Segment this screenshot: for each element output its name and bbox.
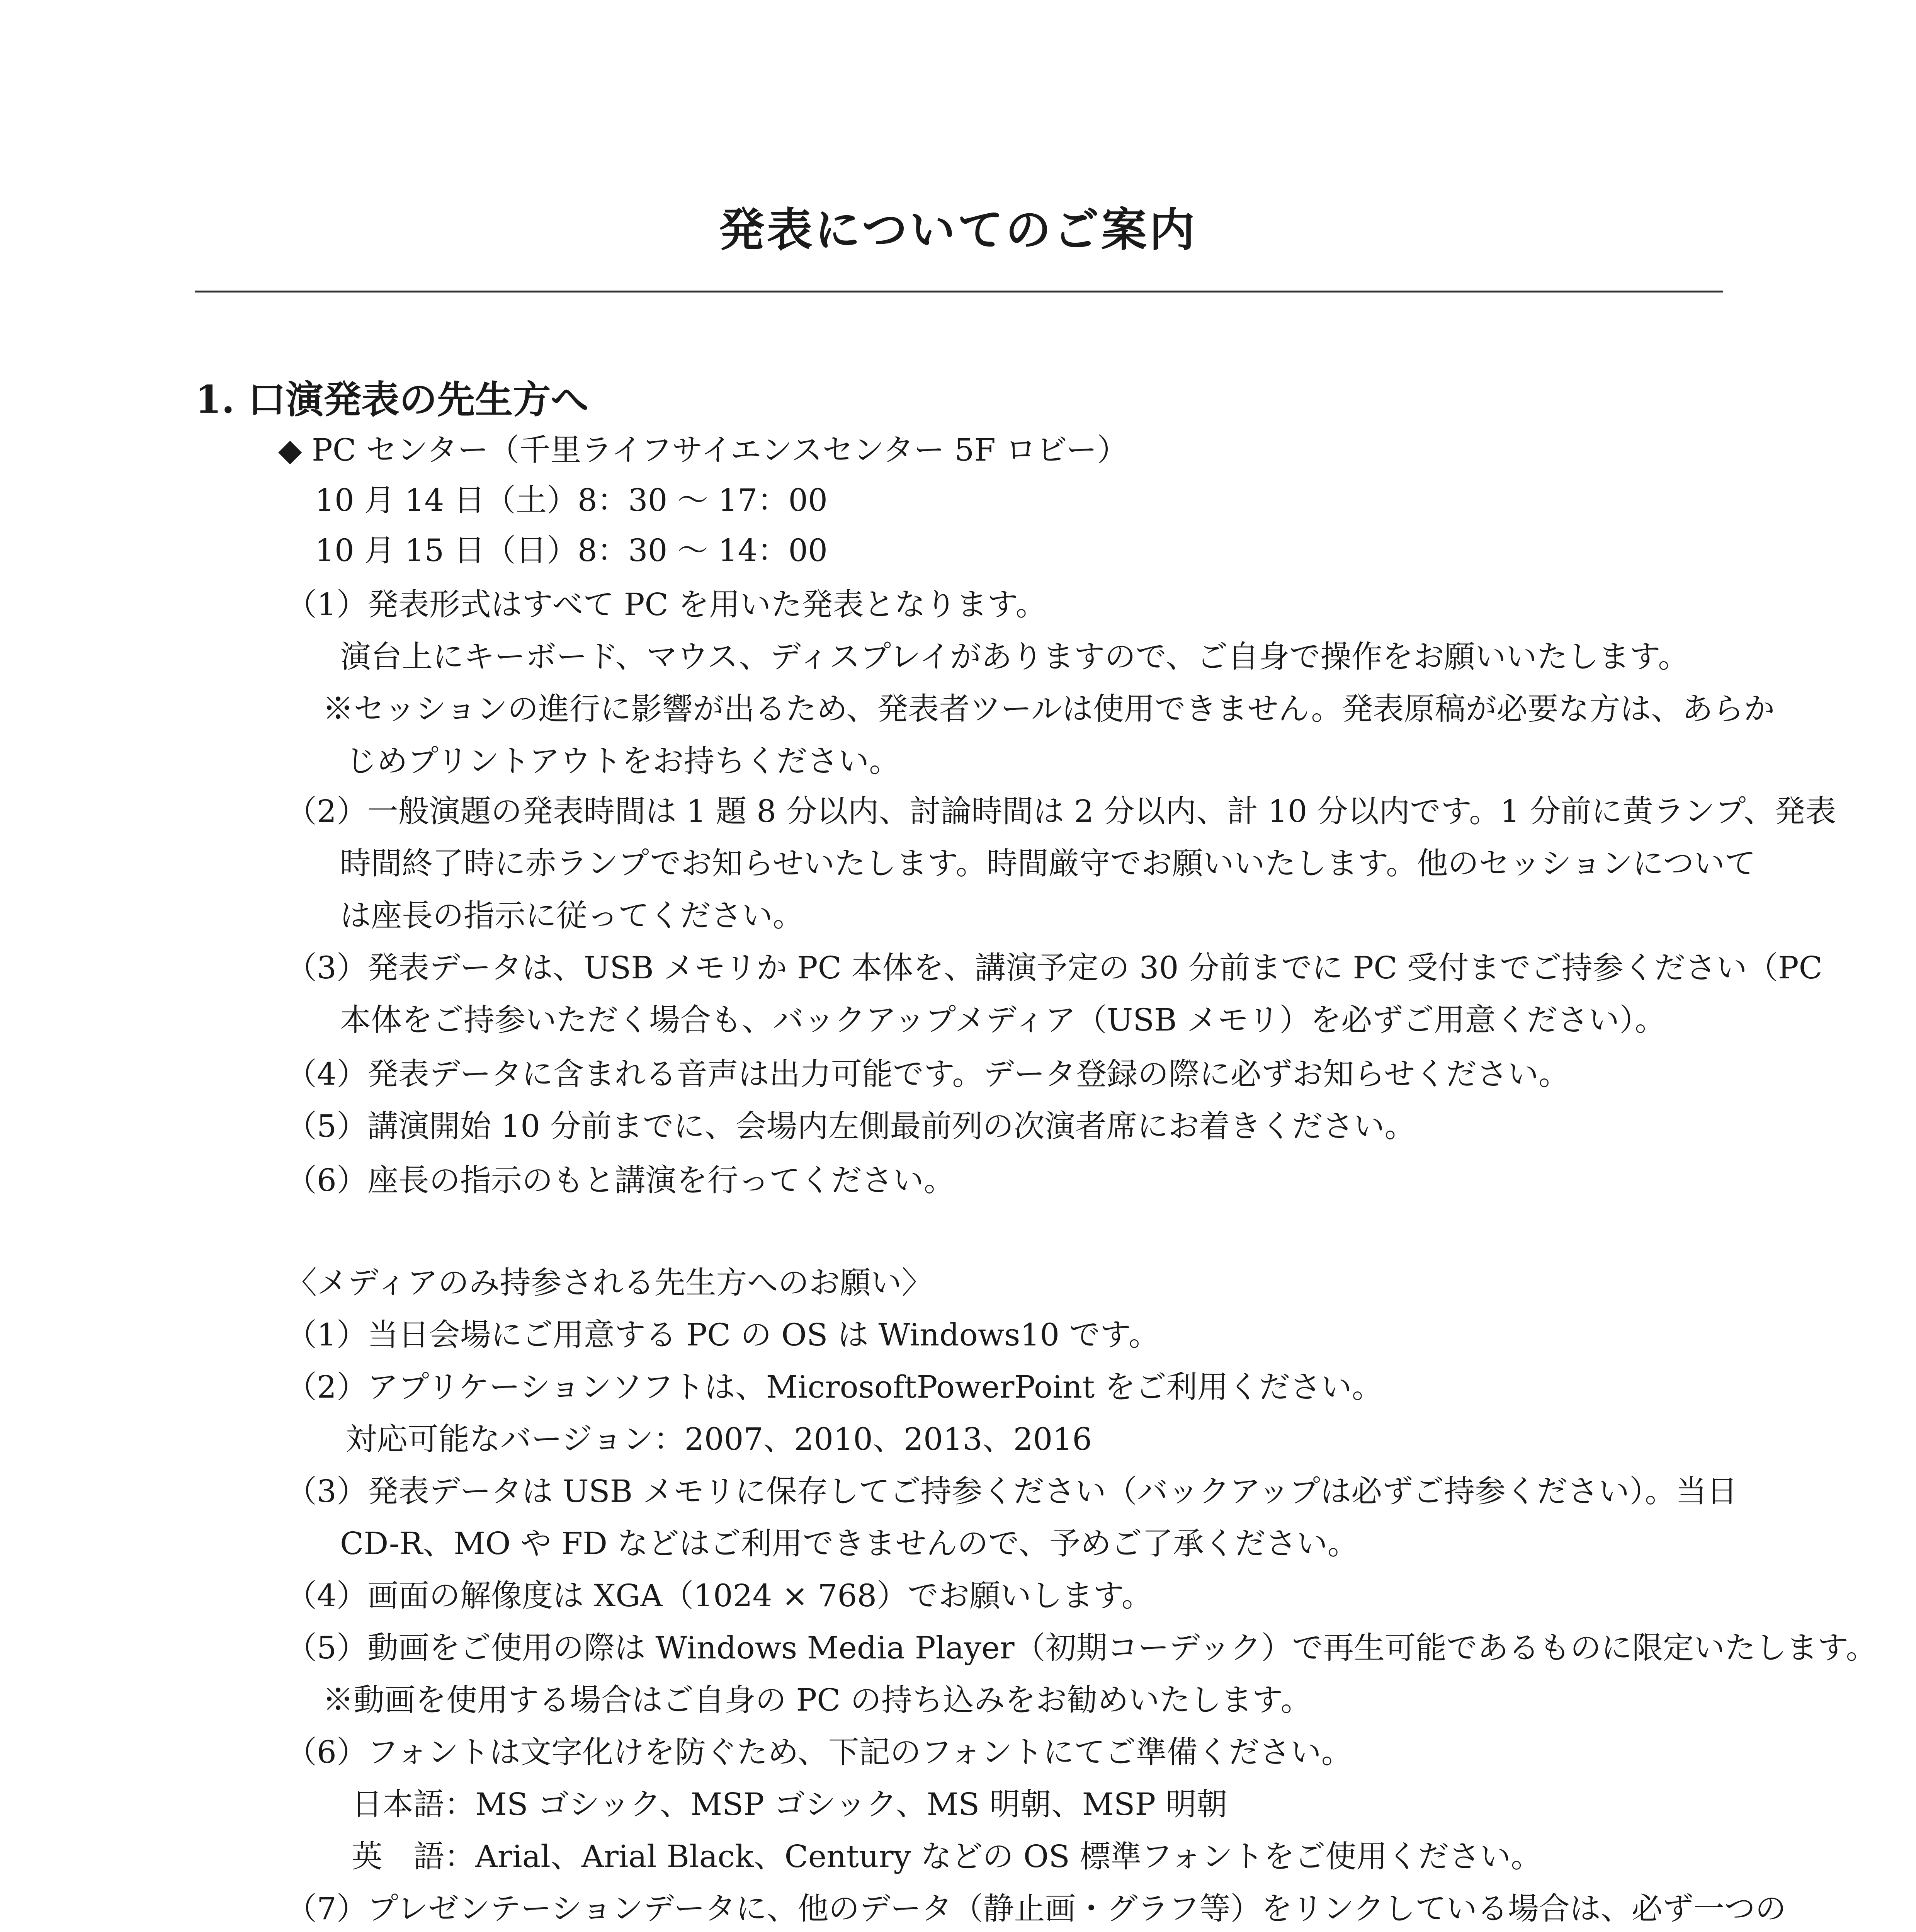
list-item: （6）フォントは文字化けを防ぐため、下記のフォントにてご準備ください。: [286, 1734, 1352, 1770]
list-item: 時間終了時に赤ランプでお知らせいたします。時間厳守でお願いいたします。他のセッションについて: [340, 845, 1756, 881]
note-text: ※セッションの進行に影響が出るため、発表者ツールは使用できません。発表原稿が必要な方は、あらか: [323, 691, 1775, 727]
list-item: （3）発表データは、USB メモリか PC 本体を、講演予定の 30 分前までに PC 受付までご持参ください（PC: [286, 950, 1822, 986]
list-item: （2）アプリケーションソフトは、MicrosoftPowerPoint をご利用ください。: [286, 1369, 1383, 1405]
pc-center-location: ◆ PC センター（千里ライフサイエンスセンター 5F ロビー）: [278, 432, 1128, 468]
list-item: は座長の指示に従ってください。: [340, 898, 804, 934]
list-item: （4）発表データに含まれる音声は出力可能です。データ登録の際に必ずお知らせください。: [286, 1056, 1570, 1092]
section-heading-oral: 1. 口演発表の先生方へ: [195, 378, 589, 422]
top-divider: [195, 291, 1723, 293]
list-item: 演台上にキーボード、マウス、ディスプレイがありますので、ご自身で操作をお願いいたします。: [340, 639, 1689, 675]
list-item: 対応可能なバージョン：2007、2010、2013、2016: [346, 1421, 1092, 1457]
list-item: 本体をご持参いただく場合も、バックアップメディア（USB メモリ）を必ずご用意ください）。: [340, 1002, 1666, 1038]
list-item: （1）発表形式はすべて PC を用いた発表となります。: [286, 587, 1047, 622]
note-text: ※動画を使用する場合はご自身の PC の持ち込みをお勧めいたします。: [323, 1682, 1312, 1718]
list-item: CD-R、MO や FD などはご利用できませんので、予めご了承ください。: [340, 1526, 1358, 1561]
media-section-heading: 〈メディアのみ持参される先生方へのお願い〉: [286, 1265, 933, 1301]
list-item: （2）一般演題の発表時間は 1 題 8 分以内、討論時間は 2 分以内、計 10 分以内です。1 分前に黄ランプ、発表: [286, 793, 1836, 829]
list-item: （6）座長の指示のもと講演を行ってください。: [286, 1162, 955, 1198]
list-item: （5）講演開始 10 分前までに、会場内左側最前列の次演者席にお着きください。: [286, 1108, 1416, 1144]
page-title: 発表についてのご案内: [719, 203, 1197, 257]
font-list-english: 英 語：Arial、Arial Black、Century などの OS 標準フォントをご使用ください。: [352, 1838, 1542, 1874]
pc-center-date-2: 10 月 15 日（日）8：30 ～ 14：00: [315, 532, 828, 568]
list-item: （3）発表データは USB メモリに保存してご持参ください（バックアップは必ずご持参ください）。当日: [286, 1473, 1738, 1509]
list-item: （4）画面の解像度は XGA（1024 × 768）でお願いします。: [286, 1578, 1153, 1614]
pc-center-date-1: 10 月 14 日（土）8：30 ～ 17：00: [315, 482, 828, 518]
font-list-japanese: 日本語：MS ゴシック、MSP ゴシック、MS 明朝、MSP 明朝: [352, 1786, 1227, 1822]
list-item: （7）プレゼンテーションデータに、他のデータ（静止画・グラフ等）をリンクしている場合は、必ず一つの: [286, 1891, 1786, 1927]
note-text: じめプリントアウトをお持ちください。: [346, 743, 900, 779]
list-item: （5）動画をご使用の際は Windows Media Player（初期コーデック）で再生可能であるものに限定いたします。: [286, 1630, 1877, 1666]
list-item: （1）当日会場にご用意する PC の OS は Windows10 です。: [286, 1317, 1160, 1353]
